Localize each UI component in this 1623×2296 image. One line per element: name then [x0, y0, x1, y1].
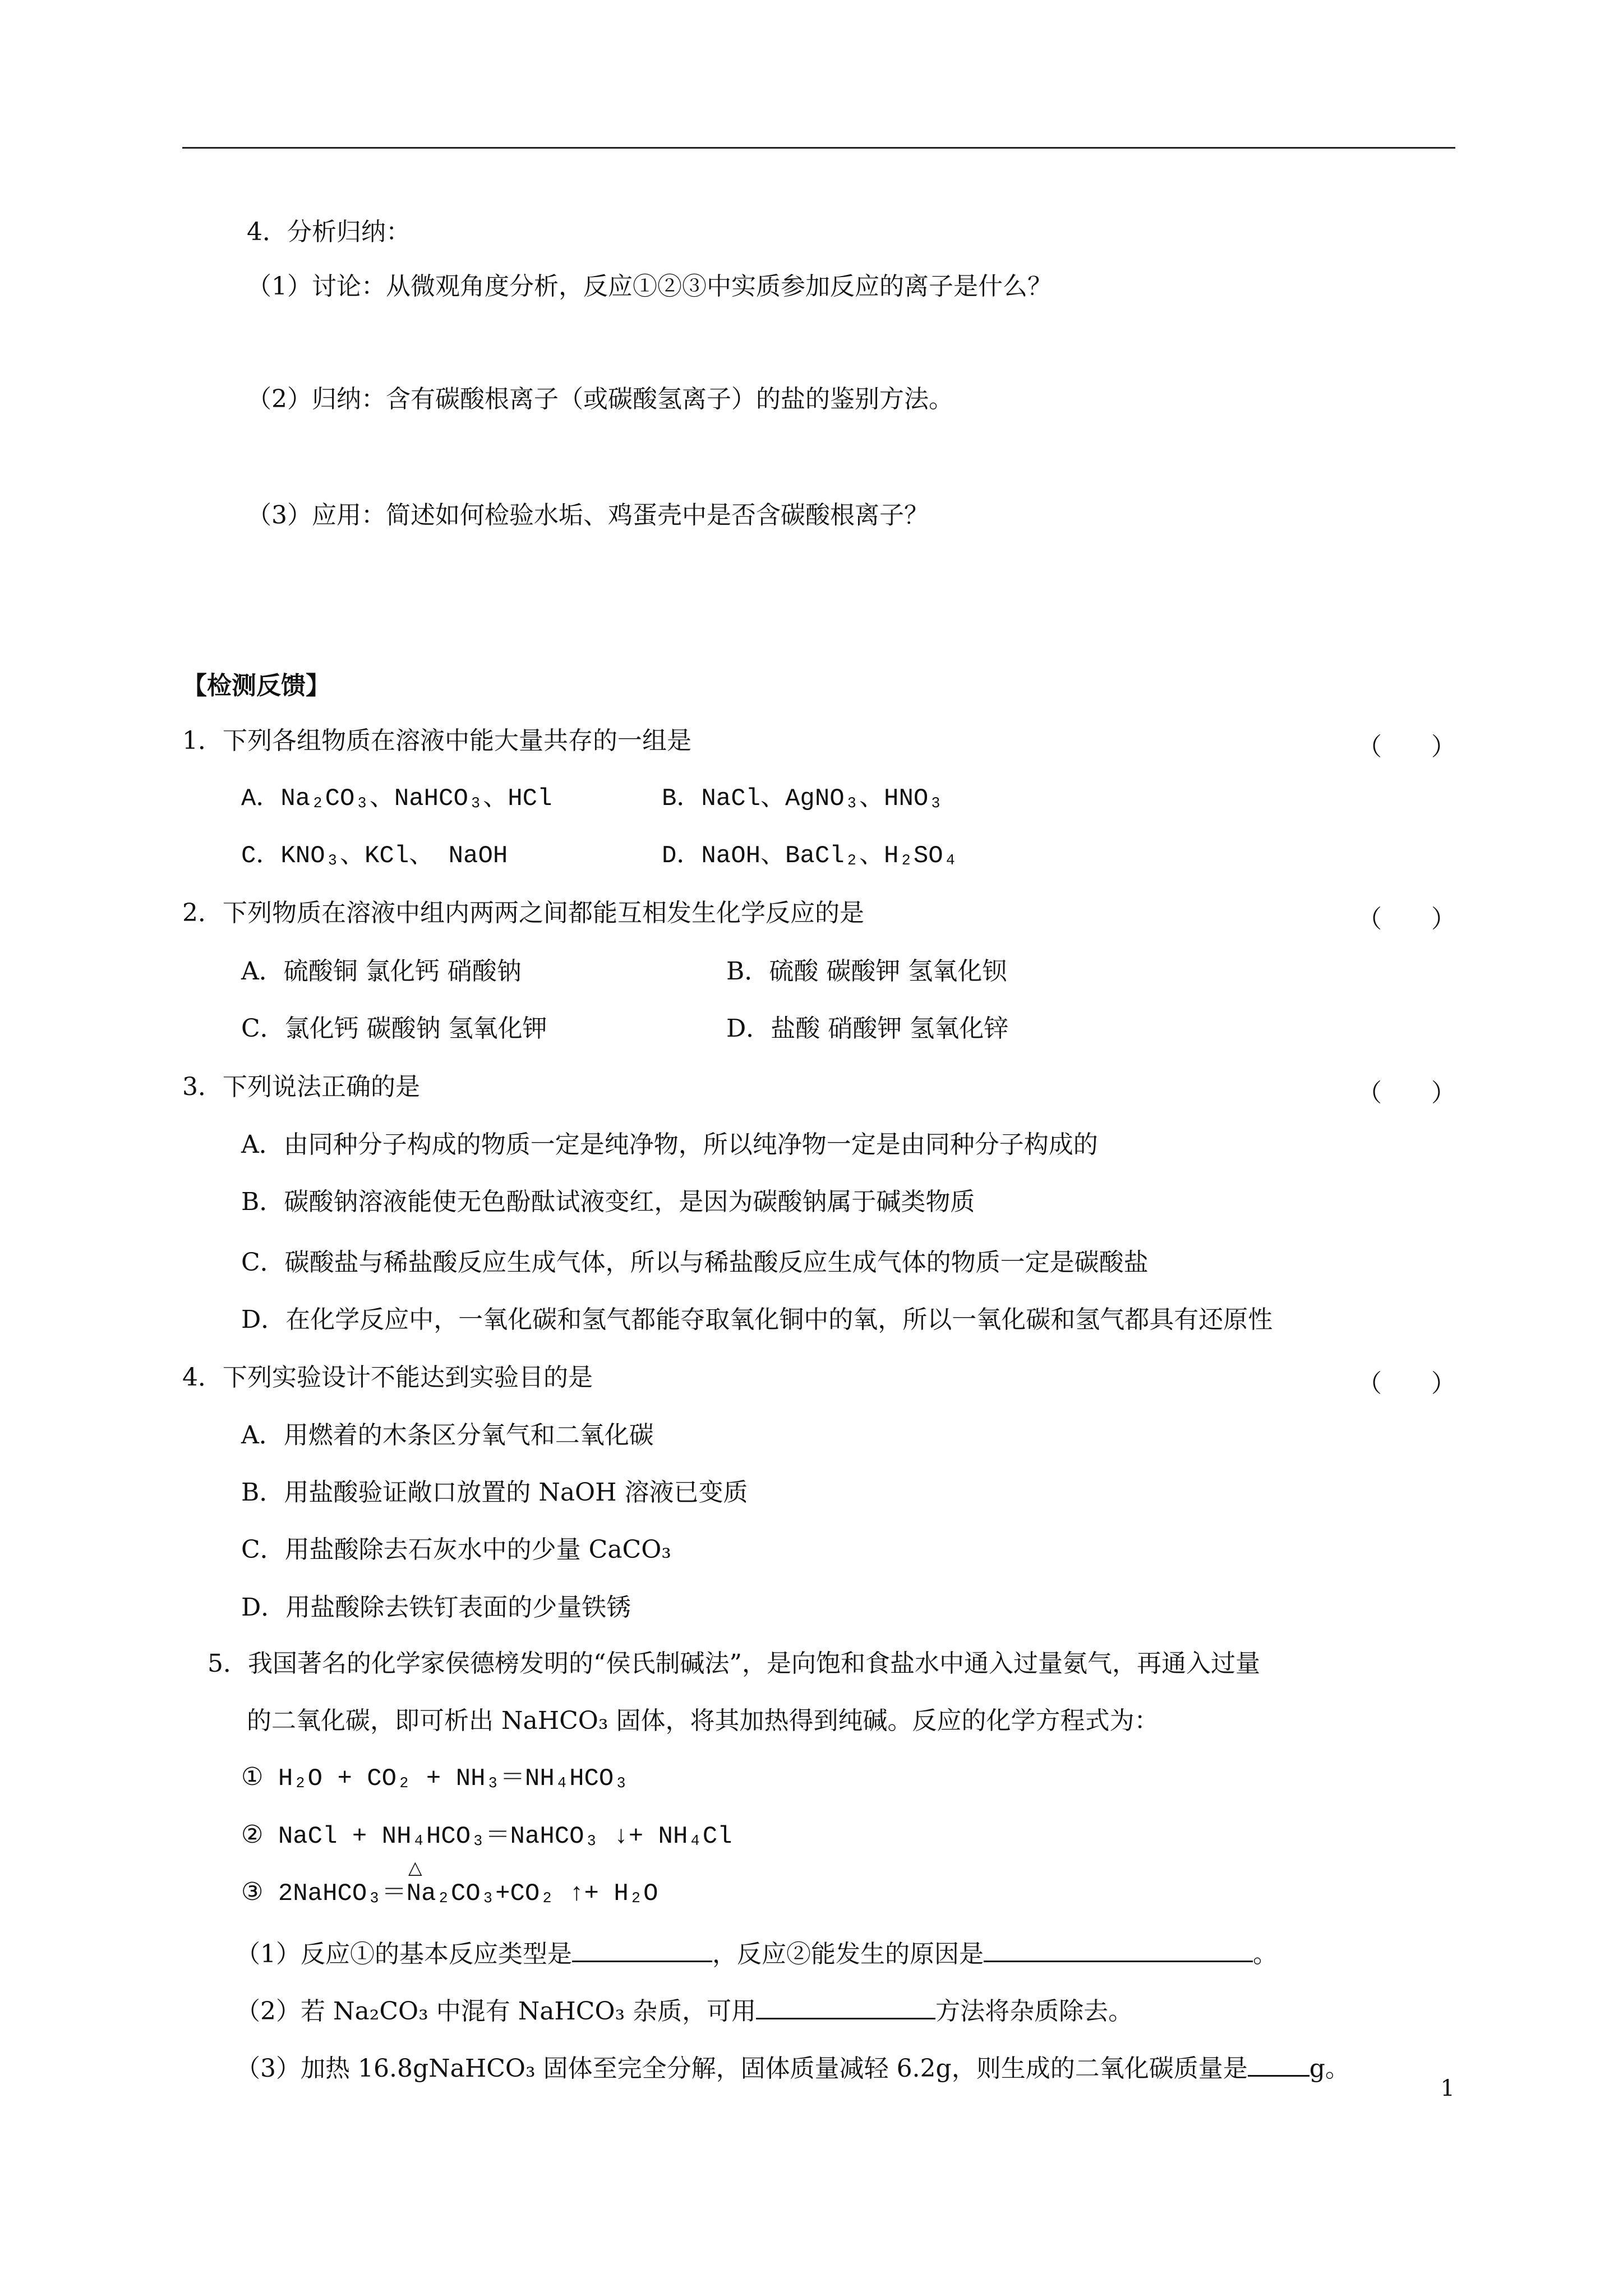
q5-sub3-text-a: （3）加热 16.8gNaHCO₃ 固体至完全分解，固体质量减轻 6.2g，则生成的二氧化碳质量是	[236, 2054, 1248, 2083]
q1-stem: 1．下列各组物质在溶液中能大量共存的一组是	[182, 726, 691, 755]
q2-answer-paren: （ ）	[1357, 905, 1456, 933]
q3-option-c: C．碳酸盐与稀盐酸反应生成气体，所以与稀盐酸反应生成气体的物质一定是碳酸盐	[241, 1248, 1149, 1277]
q1-option-c: C．KNO₃、KCl、 NaOH	[241, 842, 508, 870]
q5-sub2-text-b: 方法将杂质除去。	[935, 1997, 1133, 2026]
q4-answer-paren: （ ）	[1357, 1369, 1456, 1398]
answer-blank-co2-mass[interactable]	[1248, 2053, 1310, 2077]
q3-stem: 3．下列说法正确的是	[182, 1073, 420, 1101]
q5-equation-2: ② NaCl + NH₄HCO₃＝NaHCO₃ ↓+ NH₄Cl	[241, 1823, 732, 1851]
heating-symbol: △	[408, 1857, 422, 1878]
q5-sub2-text-a: （2）若 Na₂CO₃ 中混有 NaHCO₃ 杂质，可用	[236, 1997, 757, 2026]
answer-blank-reason[interactable]	[984, 1938, 1253, 1962]
q4-stem: 4．下列实验设计不能达到实验目的是	[182, 1363, 593, 1392]
q1-option-d: D．NaOH、BaCl₂、H₂SO₄	[662, 842, 958, 870]
q4-option-a: A．用燃着的木条区分氧气和二氧化碳	[241, 1421, 654, 1450]
q2-option-b: B．硫酸 碳酸钾 氢氧化钡	[726, 957, 1007, 986]
q5-sub1-text-b: ，反应②能发生的原因是	[712, 1940, 984, 1968]
q5-equation-3: ③ 2NaHCO₃＝Na₂CO₃+CO₂ ↑+ H₂O	[241, 1880, 658, 1908]
q2-option-c: C．氯化钙 碳酸钠 氢氧化钾	[241, 1014, 547, 1043]
q5-equation-1: ① H₂O + CO₂ + NH₃＝NH₄HCO₃	[241, 1765, 629, 1793]
page-number: 1	[1440, 2076, 1455, 2101]
section-4-q3: （3）应用：简述如何检验水垢、鸡蛋壳中是否含碳酸根离子？	[247, 501, 929, 530]
answer-blank-reaction-type[interactable]	[572, 1938, 712, 1962]
q1-option-a: A．Na₂CO₃、NaHCO₃、HCl	[241, 785, 552, 813]
answer-blank-method[interactable]	[756, 1995, 935, 2019]
q1-option-b: B．NaCl、AgNO₃、HNO₃	[662, 785, 943, 813]
q3-option-d: D．在化学反应中，一氧化碳和氢气都能夺取氧化铜中的氧，所以一氧化碳和氢气都具有还原性	[241, 1305, 1273, 1334]
feedback-header: 【检测反馈】	[182, 671, 330, 700]
q4-option-d: D．用盐酸除去铁钉表面的少量铁锈	[241, 1593, 631, 1622]
q5-sub3-text-b: g。	[1309, 2054, 1350, 2083]
q5-stem-line2: 的二氧化碳，即可析出 NaHCO₃ 固体，将其加热得到纯碱。反应的化学方程式为：	[247, 1706, 1159, 1735]
q3-option-b: B．碳酸钠溶液能使无色酚酞试液变红，是因为碳酸钠属于碱类物质	[241, 1188, 975, 1216]
q2-option-d: D．盐酸 硝酸钾 氢氧化锌	[726, 1014, 1009, 1043]
q5-stem-line1: 5．我国著名的化学家侯德榜发明的“侯氏制碱法”，是向饱和食盐水中通入过量氨气，再通入过量	[208, 1649, 1260, 1678]
q4-option-b: B．用盐酸验证敞口放置的 NaOH 溶液已变质	[241, 1478, 748, 1507]
q5-sub2	[236, 1995, 1133, 2027]
q1-answer-paren: （ ）	[1357, 733, 1456, 761]
section-4-q1: （1）讨论：从微观角度分析，反应①②③中实质参加反应的离子是什么？	[247, 272, 1052, 301]
q5-sub1	[236, 1938, 1278, 1970]
section-4-title: 4．分析归纳：	[247, 218, 411, 246]
q2-option-a: A．硫酸铜 氯化钙 硝酸钠	[241, 957, 522, 986]
q3-answer-paren: （ ）	[1357, 1079, 1456, 1107]
header-rule	[182, 147, 1455, 149]
q4-option-c: C．用盐酸除去石灰水中的少量 CaCO₃	[241, 1535, 671, 1564]
section-4-q2: （2）归纳：含有碳酸根离子（或碳酸氢离子）的盐的鉴别方法。	[247, 385, 953, 413]
q3-option-a: A．由同种分子构成的物质一定是纯净物，所以纯净物一定是由同种分子构成的	[241, 1130, 1098, 1159]
q5-sub1-text-c: 。	[1253, 1940, 1278, 1968]
q5-sub3	[236, 2053, 1350, 2084]
q2-stem: 2．下列物质在溶液中组内两两之间都能互相发生化学反应的是	[182, 899, 864, 927]
q5-sub1-text-a: （1）反应①的基本反应类型是	[236, 1940, 572, 1968]
